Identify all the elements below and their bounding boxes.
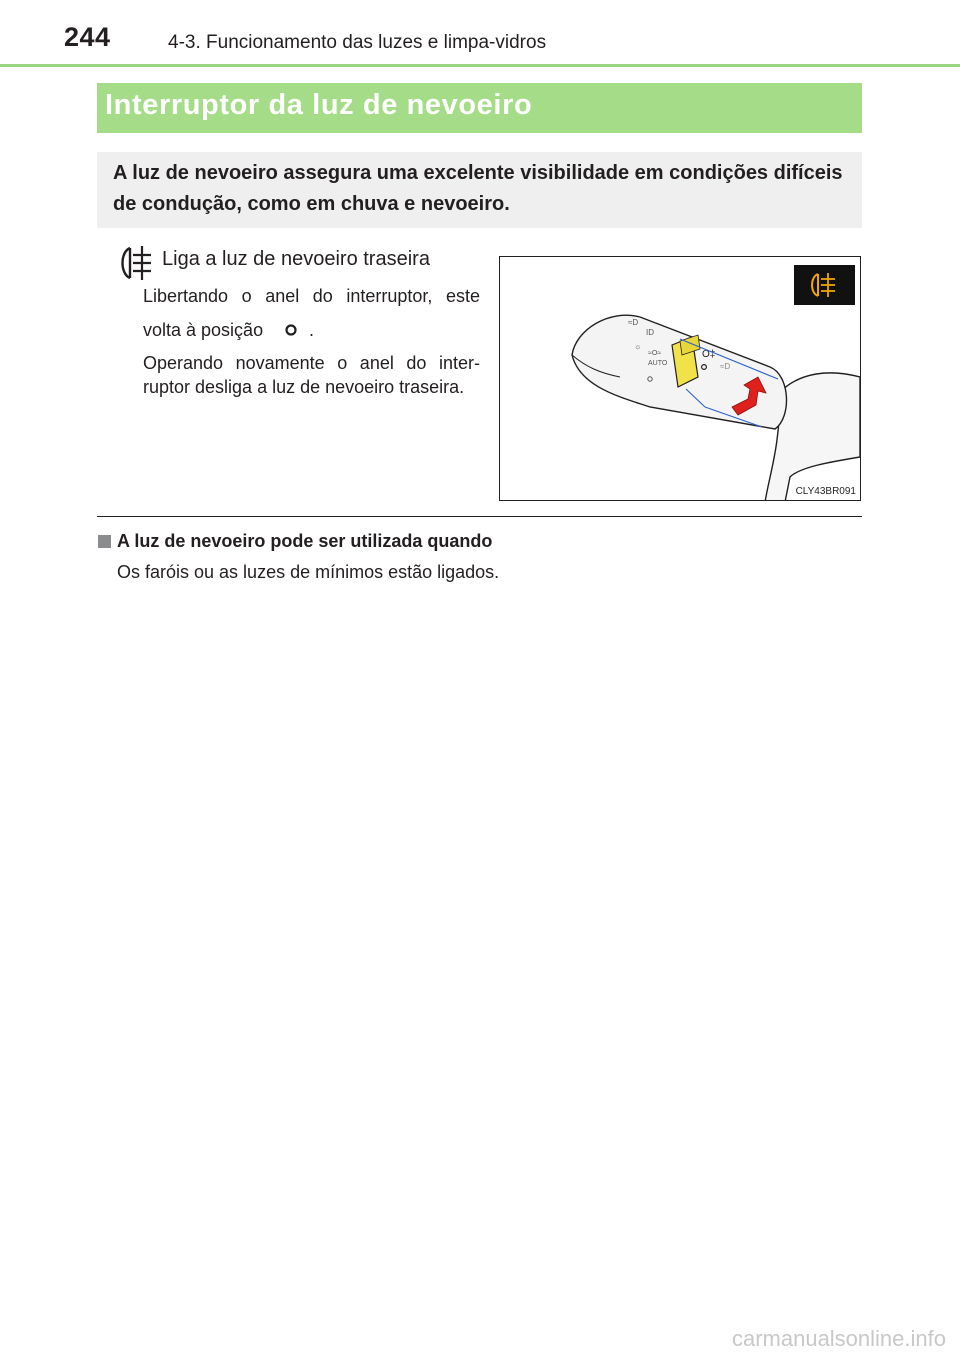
header-rule [0,64,960,67]
note-heading: A luz de nevoeiro pode ser utilizada quando [117,531,493,551]
page-number: 244 [64,22,111,52]
page-header [0,0,960,68]
svg-text:AUTO: AUTO [648,360,668,367]
section-banner [97,83,862,133]
chapter-title: 4-3. Funcionamento das luzes e limpa-vidros [168,32,547,53]
figure-code: CLY43BR091 [795,486,856,497]
rear-fog-indicator-icon [794,265,855,305]
item-label: Liga a luz de nevoeiro traseira [162,248,430,270]
svg-text:☼: ☼ [634,342,642,351]
intro-box [97,152,862,228]
intro-text: A luz de nevoeiro assegura uma excelente visibilidade em condições difíceis de condução, como em chuva e nevoeiro. [113,162,843,215]
svg-text:ID: ID [646,328,654,337]
watermark: carmanualsonline.info [731,1326,946,1351]
note-text: Os faróis ou as luzes de mínimos estão ligados. [117,562,500,582]
square-bullet-icon [98,535,111,548]
svg-text:≈D: ≈D [720,362,731,371]
body-text-line: Operando novamente o anel do inter- [143,353,480,373]
sentence-end: . [309,320,315,340]
body-text-line: Libertando o anel do interruptor, este [143,286,480,306]
body-text-line: ruptor desliga a luz de nevoeiro traseira. [143,377,465,397]
rear-fog-indicator [794,265,855,305]
switch-illustration [499,256,861,501]
svg-text:≈D: ≈D [628,318,639,327]
rear-fog-light-icon [116,243,156,283]
body-text-line: volta à posição [143,320,264,340]
svg-text:O‡: O‡ [702,349,716,360]
section-divider [97,516,862,517]
section-title: Interruptor da luz de nevoeiro [105,89,533,121]
off-position-icon [283,322,299,338]
svg-text:≈O≈: ≈O≈ [648,350,662,357]
